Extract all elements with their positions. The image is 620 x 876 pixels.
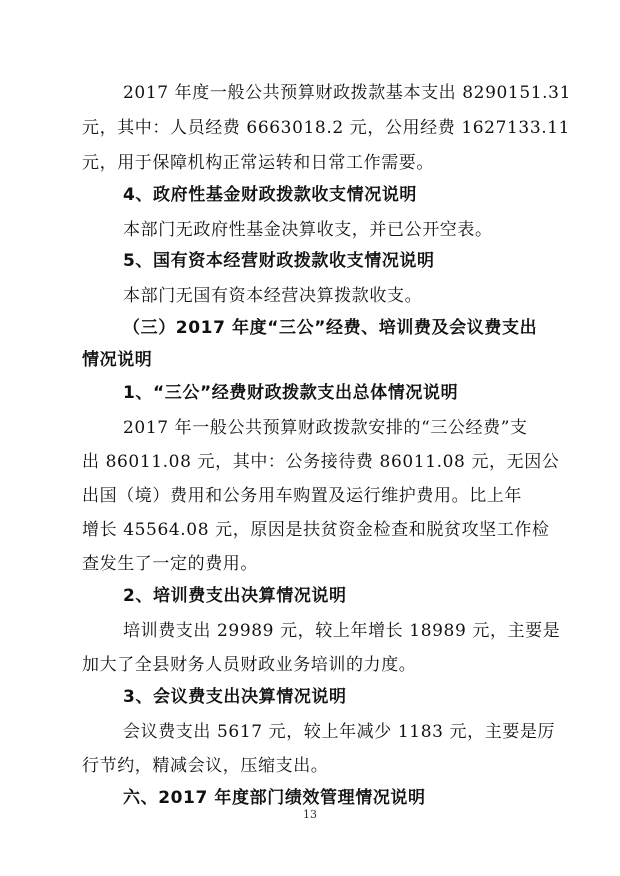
body-text-line: 本部门无政府性基金决算收支，并已公开空表。	[123, 220, 493, 240]
subsection-heading: 5、国有资本经营财政拨款收支情况说明	[123, 251, 435, 271]
chapter-heading: 六、2017 年度部门绩效管理情况说明	[123, 788, 426, 808]
body-text-line: 出 86011.08 元，其中：公务接待费 86011.08 元，无因公	[82, 452, 560, 472]
body-text-line: 会议费支出 5617 元，较上年减少 1183 元，主要是厉	[123, 722, 556, 742]
section-heading: （三）2017 年度“三公”经费、培训费及会议费支出	[123, 318, 538, 338]
subsection-heading: 4、政府性基金财政拨款收支情况说明	[123, 185, 418, 205]
subsection-heading: 1、“三公”经费财政拨款支出总体情况说明	[123, 383, 459, 403]
body-text-line: 元，用于保障机构正常运转和日常工作需要。	[82, 153, 434, 173]
section-heading-continued: 情况说明	[82, 350, 153, 370]
body-text-line: 2017 年一般公共预算财政拨款安排的“三公经费”支	[123, 418, 528, 438]
body-text-line: 本部门无国有资本经营决算拨款收支。	[123, 286, 423, 306]
subsection-heading: 2、培训费支出决算情况说明	[123, 586, 347, 606]
body-text-line: 培训费支出 29989 元，较上年增长 18989 元，主要是	[123, 621, 561, 641]
body-text-line: 增长 45564.08 元，原因是扶贫资金检查和脱贫攻坚工作检	[82, 520, 550, 540]
subsection-heading: 3、会议费支出决算情况说明	[123, 687, 347, 707]
body-text-line: 加大了全县财务人员财政业务培训的力度。	[82, 655, 417, 675]
body-text-line: 出国（境）费用和公务用车购置及运行维护费用。比上年	[82, 486, 522, 506]
body-text-line: 行节约，精减会议，压缩支出。	[82, 756, 329, 776]
body-text-line: 2017 年度一般公共预算财政拨款基本支出 8290151.31	[123, 83, 572, 103]
page-number: 13	[303, 808, 317, 821]
body-text-line: 查发生了一定的费用。	[82, 554, 258, 574]
body-text-line: 元，其中：人员经费 6663018.2 元，公用经费 1627133.11	[82, 118, 571, 138]
